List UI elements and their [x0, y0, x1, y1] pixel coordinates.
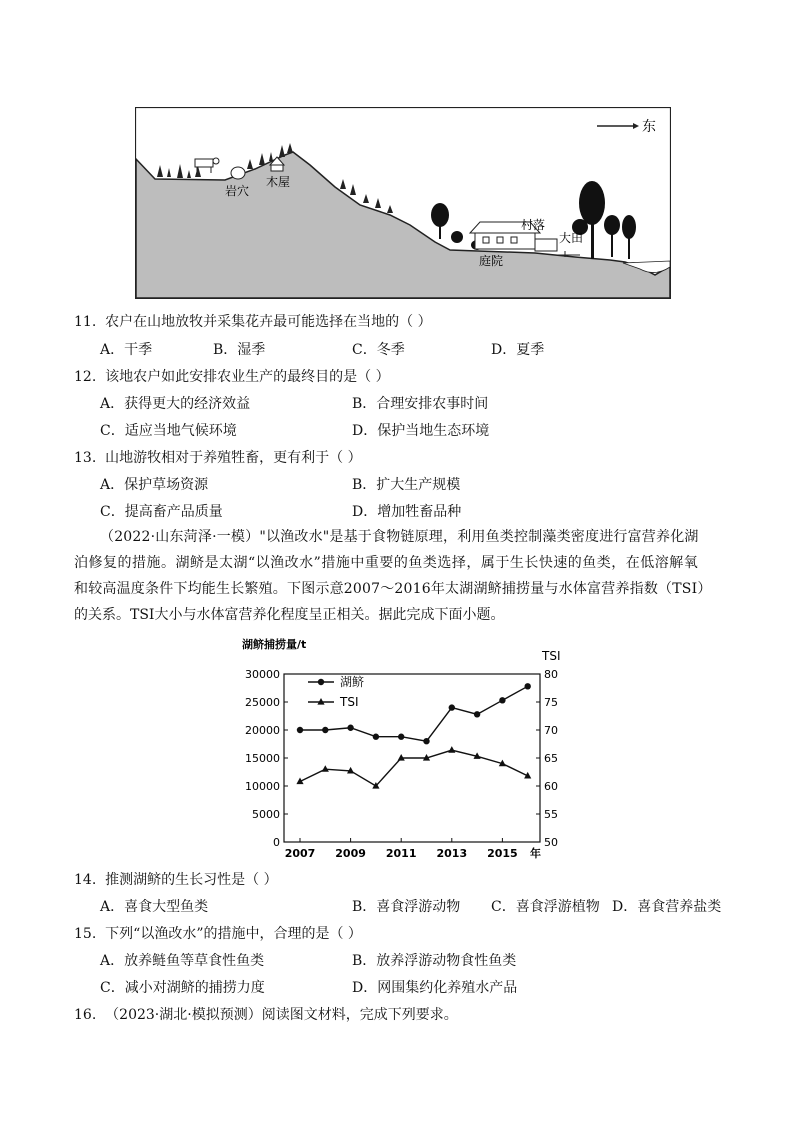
q11-option-c[interactable]: C．冬季: [352, 342, 405, 358]
left-tick-label: 20000: [245, 724, 280, 737]
q13-option-a[interactable]: A．保护草场资源: [100, 477, 209, 493]
q14-option-b[interactable]: B．喜食浮游动物: [352, 899, 461, 915]
catch-point: [423, 738, 429, 744]
legend-label-tsi: TSI: [340, 695, 359, 709]
tsi-point: [398, 754, 405, 761]
right-axis-title: TSI: [542, 649, 561, 663]
question-14: 14. 推测湖鲚的生长习性是（ ）: [74, 872, 278, 888]
catch-point: [398, 734, 404, 740]
legend-marker-catch: [318, 679, 324, 685]
x-tick-label: 2007: [284, 847, 316, 860]
catch-point: [373, 734, 379, 740]
legend-label-catch: 湖鲚: [340, 675, 365, 689]
q13-option-d[interactable]: D．增加牲畜品种: [352, 504, 462, 520]
q14-option-d[interactable]: D．喜食营养盐类: [612, 899, 722, 915]
q15-option-a[interactable]: A．放养鲢鱼等草食性鱼类: [100, 953, 265, 969]
q11-option-a[interactable]: A．干季: [100, 342, 153, 358]
q13-option-b[interactable]: B．扩大生产规模: [352, 477, 461, 493]
q15-option-c[interactable]: C．减小对湖鲚的捕捞力度: [100, 980, 265, 996]
wood-house-label: 木屋: [266, 175, 291, 189]
terrain-profile-figure: [135, 107, 671, 299]
q13-option-c[interactable]: C．提高畜产品质量: [100, 504, 223, 520]
catch-point: [499, 697, 505, 703]
q14-option-a[interactable]: A．喜食大型鱼类: [100, 899, 209, 915]
right-tick-label: 75: [544, 696, 558, 709]
right-tick-label: 80: [544, 668, 558, 681]
x-tick-label: 2015: [487, 847, 518, 860]
cave-icon: [231, 167, 245, 179]
x-tick-label: 2011: [385, 847, 417, 860]
courtyard-label: 庭院: [479, 254, 504, 268]
q12-option-a[interactable]: A．获得更大的经济效益: [100, 396, 251, 412]
tsi-point: [448, 746, 455, 753]
q12-option-c[interactable]: C．适应当地气候环境: [100, 423, 237, 439]
cave-label: 岩穴: [225, 184, 250, 198]
catch-point: [347, 725, 353, 731]
right-tick-label: 70: [544, 724, 558, 737]
question-12: 12. 该地农户如此安排农业生产的最终目的是（ ）: [74, 369, 390, 385]
question-13: 13. 山地游牧相对于养殖牲畜，更有利于（ ）: [74, 450, 362, 466]
q14-option-c[interactable]: C．喜食浮游植物: [491, 899, 600, 915]
catch-point: [322, 727, 328, 733]
q11-option-b[interactable]: B．湿季: [213, 342, 266, 358]
q15-option-b[interactable]: B．放养浮游动物食性鱼类: [352, 953, 517, 969]
right-tick-label: 65: [544, 752, 558, 765]
left-tick-label: 5000: [252, 808, 280, 821]
catch-point: [474, 711, 480, 717]
passage-line-1: （2022·山东菏泽·一模）"以渔改水"是基于食物链原理，利用鱼类控制藻类密度进行富营养化湖: [100, 529, 699, 545]
q15-option-d[interactable]: D．网围集约化养殖水产品: [352, 980, 518, 996]
village-label: 村落: [521, 218, 546, 232]
catch-tsi-chart: [238, 634, 570, 862]
question-15: 15. 下列“以渔改水”的措施中，合理的是（ ）: [74, 926, 362, 942]
q11-option-d[interactable]: D．夏季: [491, 342, 545, 358]
catch-point: [449, 704, 455, 710]
catch-point: [297, 727, 303, 733]
left-tick-label: 0: [273, 836, 280, 849]
passage-line-4: 的关系。TSI大小与水体富营养化程度呈正相关。据此完成下面小题。: [74, 607, 505, 623]
left-axis-title: 湖鲚捕捞量/t: [242, 638, 307, 651]
series-line-tsi: [300, 750, 528, 786]
x-unit-label: 年: [530, 847, 541, 860]
direction-label: 东: [642, 119, 656, 135]
x-tick-label: 2009: [335, 847, 366, 860]
passage-line-3: 和较高温度条件下均能生长繁殖。下图示意2007～2016年太湖湖鲚捕捞量与水体富营养指数（TSI）: [74, 581, 712, 597]
left-tick-label: 25000: [245, 696, 280, 709]
left-tick-label: 30000: [245, 668, 280, 681]
right-tick-label: 60: [544, 780, 558, 793]
right-tick-label: 55: [544, 808, 558, 821]
left-tick-label: 15000: [245, 752, 280, 765]
passage-line-2: 泊修复的措施。湖鲚是太湖“以渔改水”措施中重要的鱼类选择，属于生长快速的鱼类，在低溶解氧: [74, 555, 699, 571]
question-11: 11. 农户在山地放牧并采集花卉最可能选择在当地的（ ）: [74, 314, 432, 330]
catch-point: [525, 683, 531, 689]
question-16: 16. （2023·湖北·模拟预测）阅读图文材料，完成下列要求。: [74, 1007, 458, 1023]
x-tick-label: 2013: [436, 847, 468, 860]
field-label: 大田: [559, 231, 584, 245]
legend-marker-tsi: [317, 698, 324, 705]
left-tick-label: 10000: [245, 780, 280, 793]
series-line-catch: [300, 686, 528, 741]
tsi-point: [322, 765, 329, 772]
q12-option-d[interactable]: D．保护当地生态环境: [352, 423, 490, 439]
right-tick-label: 50: [544, 836, 558, 849]
q12-option-b[interactable]: B．合理安排农事时间: [352, 396, 489, 412]
